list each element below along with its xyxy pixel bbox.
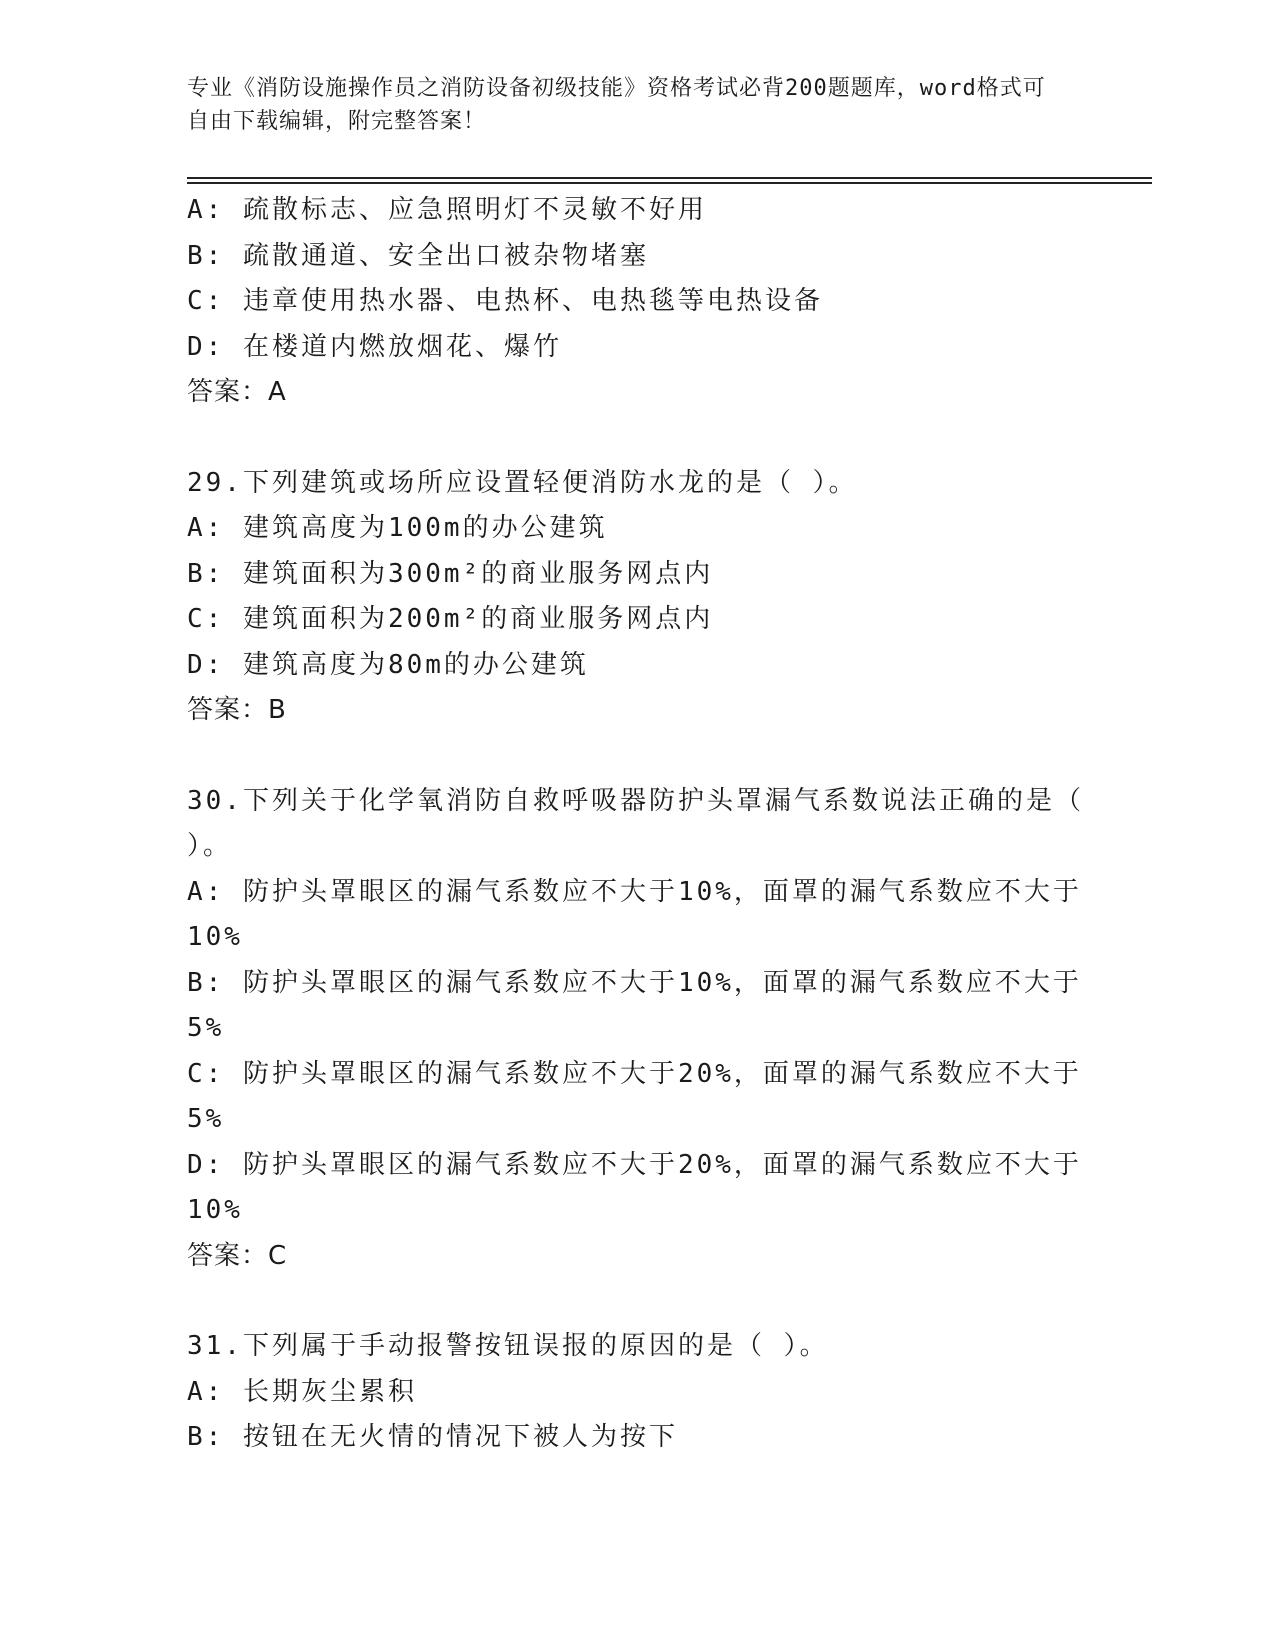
- option-a: A: 建筑高度为100m的办公建筑: [187, 513, 608, 543]
- answer: 答案：C: [187, 1240, 288, 1271]
- option-b: B: 防护头罩眼区的漏气系数应不大于10%，面罩的漏气系数应不大于5%: [187, 967, 1082, 1043]
- question-text: 30.下列关于化学氧消防自救呼吸器防护头罩漏气系数说法正确的是（ ）。: [187, 785, 1084, 861]
- question-28: [187, 188, 1087, 416]
- question-list: [187, 188, 1087, 1461]
- question-29: [187, 461, 1087, 734]
- question-31: [187, 1324, 1087, 1461]
- option-a: A: 防护头罩眼区的漏气系数应不大于10%，面罩的漏气系数应不大于10%: [187, 876, 1082, 952]
- option-d: D: 在楼道内燃放烟花、爆竹: [187, 331, 562, 362]
- option-a: A: 长期灰尘累积: [187, 1376, 417, 1407]
- question-text: 31.下列属于手动报警按钮误报的原因的是（ ）。: [187, 1331, 829, 1361]
- document-header: 专业《消防设施操作员之消防设备初级技能》资格考试必背200题题库，word格式可自由下载编辑，附完整答案！: [187, 76, 1046, 134]
- answer: 答案：A: [187, 377, 287, 407]
- option-b: B: 按钮在无火情的情况下被人为按下: [187, 1422, 678, 1452]
- option-c: C: 建筑面积为200m²的商业服务网点内: [187, 604, 714, 634]
- option-b: B: 建筑面积为300m²的商业服务网点内: [187, 558, 714, 589]
- option-d: D: 防护头罩眼区的漏气系数应不大于20%，面罩的漏气系数应不大于10%: [187, 1149, 1082, 1225]
- question-text: 29.下列建筑或场所应设置轻便消防水龙的是（ ）。: [187, 467, 858, 498]
- option-c: C: 防护头罩眼区的漏气系数应不大于20%，面罩的漏气系数应不大于5%: [187, 1058, 1082, 1134]
- answer: 答案：B: [187, 695, 287, 725]
- option-c: C: 违章使用热水器、电热杯、电热毯等电热设备: [187, 286, 823, 316]
- question-30: [187, 779, 1087, 1280]
- header-rule-top: [187, 177, 1152, 179]
- option-b: B: 疏散通道、安全出口被杂物堵塞: [187, 240, 649, 271]
- option-d: D: 建筑高度为80m的办公建筑: [187, 649, 589, 680]
- option-a: A: 疏散标志、应急照明灯不灵敏不好用: [187, 195, 707, 225]
- header-rule-bottom: [187, 182, 1152, 184]
